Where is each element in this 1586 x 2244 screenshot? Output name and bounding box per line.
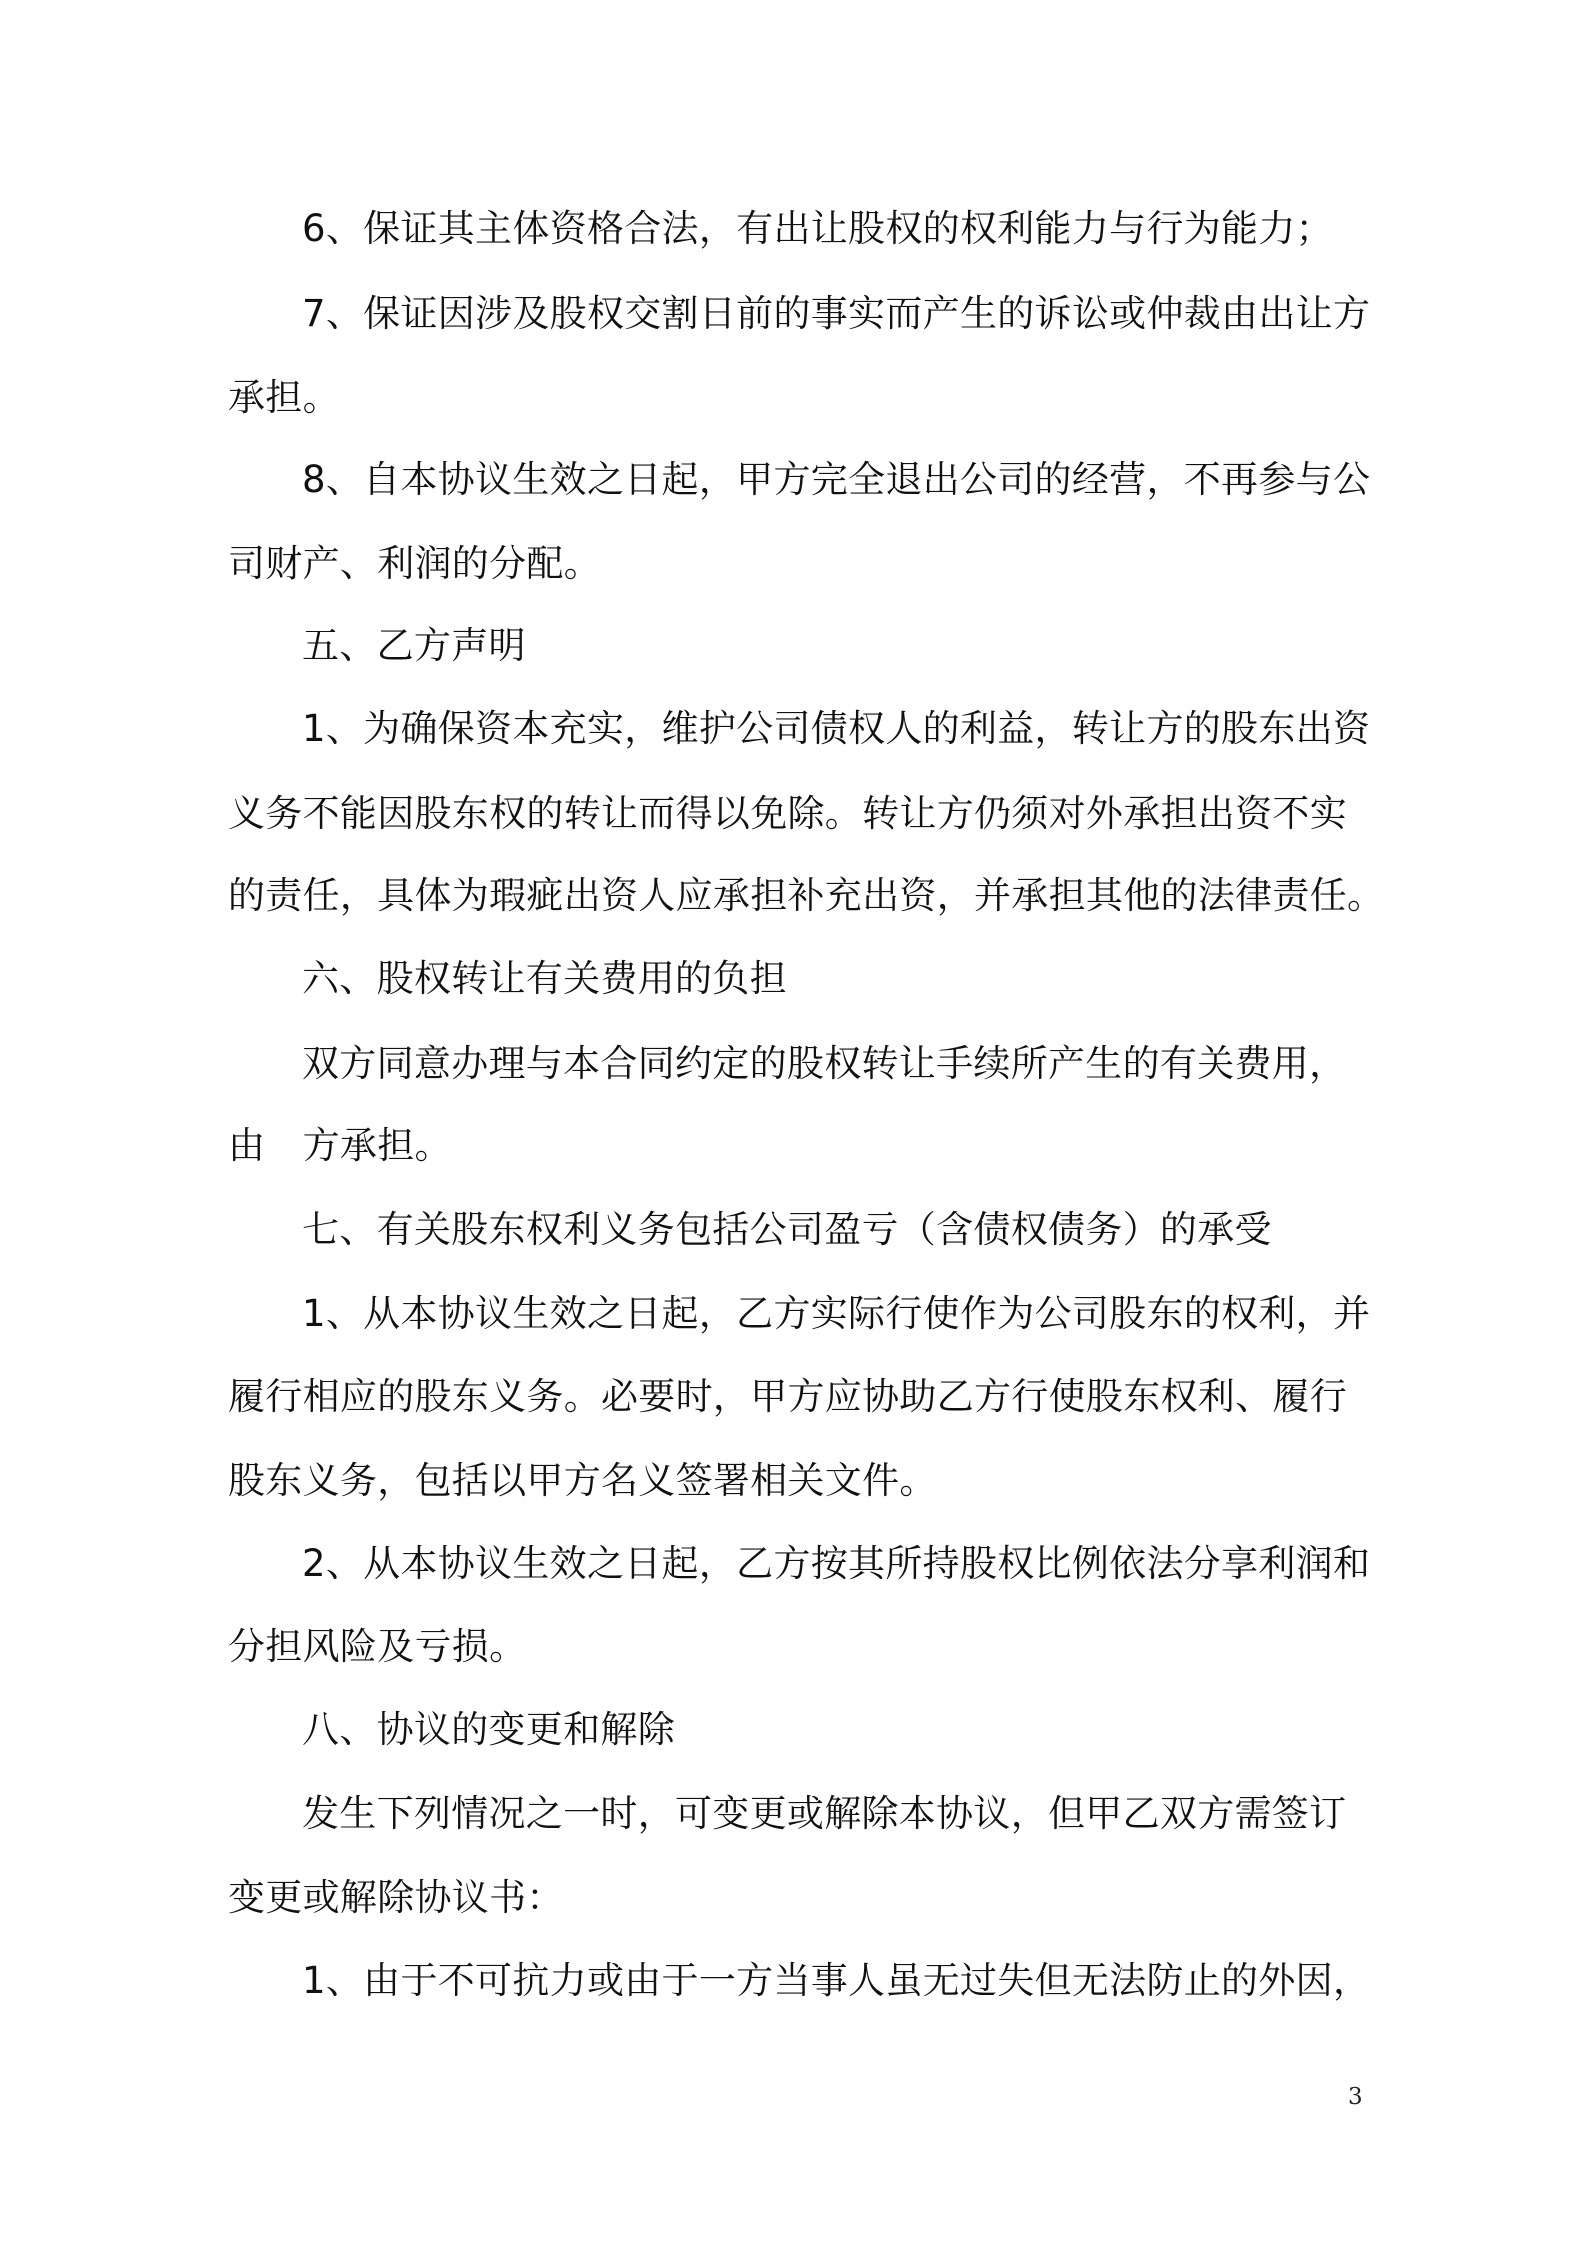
text-line-22: 1、由于不可抗力或由于一方当事人虽无过失但无法防止的外因，: [302, 1959, 1371, 2002]
text-line-2: 7、保证因涉及股权交割日前的事实而产生的诉讼或仲裁由出让方: [302, 292, 1371, 335]
text-line-5: 司财产、利润的分配。: [228, 542, 601, 585]
text-line-11: 双方同意办理与本合同约定的股权转让手续所产生的有关费用，: [302, 1042, 1347, 1085]
section-heading-8: 八、协议的变更和解除: [302, 1708, 675, 1751]
text-line-12: 由 方承担。: [228, 1124, 452, 1167]
text-line-8: 义务不能因股东权的转让而得以免除。转让方仍须对外承担出资不实: [228, 792, 1347, 835]
text-line-3: 承担。: [228, 376, 340, 419]
text-line-16: 股东义务，包括以甲方名义签署相关文件。: [228, 1459, 937, 1502]
section-heading-6: 六、股权转让有关费用的负担: [302, 957, 787, 1000]
text-line-17: 2、从本协议生效之日起，乙方按其所持股权比例依法分享利润和: [302, 1542, 1371, 1585]
text-line-21: 变更或解除协议书：: [228, 1876, 564, 1919]
text-line-7: 1、为确保资本充实，维护公司债权人的利益，转让方的股东出资: [302, 707, 1371, 750]
text-line-9: 的责任，具体为瑕疵出资人应承担补充出资，并承担其他的法律责任。: [228, 874, 1385, 917]
text-line-18: 分担风险及亏损。: [228, 1625, 527, 1668]
text-line-15: 履行相应的股东义务。必要时，甲方应协助乙方行使股东权利、履行: [228, 1375, 1347, 1418]
text-line-14: 1、从本协议生效之日起，乙方实际行使作为公司股东的权利，并: [302, 1292, 1371, 1335]
text-line-4: 8、自本协议生效之日起，甲方完全退出公司的经营，不再参与公: [302, 458, 1371, 501]
section-heading-7: 七、有关股东权利义务包括公司盈亏（含债权债务）的承受: [302, 1208, 1272, 1251]
text-line-1: 6、保证其主体资格合法，有出让股权的权利能力与行为能力；: [302, 207, 1333, 250]
section-heading-5: 五、乙方声明: [302, 624, 526, 667]
page-number: 3: [1348, 2084, 1363, 2110]
text-line-20: 发生下列情况之一时，可变更或解除本协议，但甲乙双方需签订: [302, 1792, 1347, 1835]
